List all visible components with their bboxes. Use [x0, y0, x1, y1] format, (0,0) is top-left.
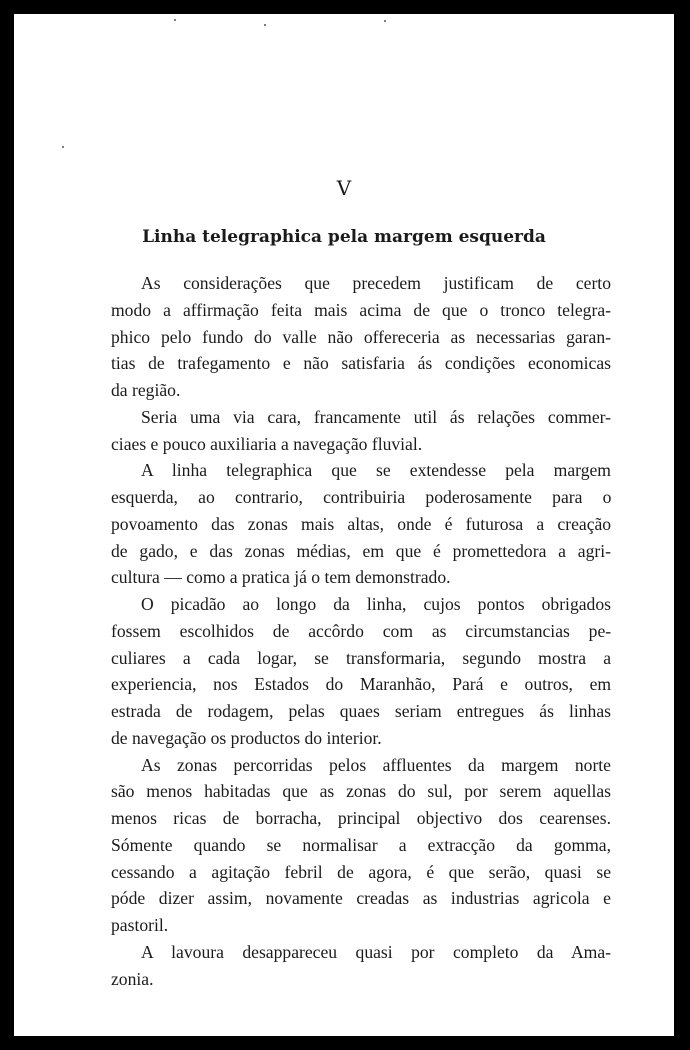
text-line: culiares a cada logar, se transformaria, segundo mostra a: [111, 647, 611, 668]
text-line: de gado, e das zonas médias, em que é promettedora a agri-: [111, 540, 611, 561]
text-line: Seria uma via cara, francamente util ás relações commer-: [141, 406, 611, 427]
text-line: fossem escolhidos de accôrdo com as circumstancias pe-: [111, 620, 612, 641]
paragraph: [111, 939, 611, 993]
print-speck: [264, 24, 266, 26]
print-speck: [62, 146, 64, 148]
text-line: Sómente quando se normalisar a extracção da gomma,: [111, 834, 612, 855]
text-line: A lavoura desappareceu quasi por completo da Ama-: [141, 941, 611, 962]
body-text: [111, 270, 611, 992]
text-line: As considerações que precedem justificam de certo: [141, 273, 611, 293]
print-speck: [174, 19, 176, 21]
text-line: zonia.: [111, 968, 154, 989]
text-line: pastoril.: [111, 915, 169, 935]
text-line: são menos habitadas que as zonas do sul, por serem aquellas: [111, 781, 611, 802]
text-line: experiencia, nos Estados do Maranhão, Pará e outros, em: [111, 674, 612, 695]
text-line: O picadão ao longo da linha, cujos pontos obrigados: [141, 594, 611, 614]
book-page: [14, 14, 674, 1036]
chapter-numeral: V: [336, 176, 352, 200]
text-line: ciaes e pouco auxiliaria a navegação fluvial.: [111, 433, 423, 454]
text-line: de navegação os productos do interior.: [111, 727, 382, 748]
text-line: phico pelo fundo do valle não offereceria as necessarias garan-: [111, 326, 611, 347]
text-line: póde dizer assim, novamente creadas as industrias agricola e: [111, 888, 611, 909]
section-title: Linha telegraphica pela margem esquerda: [142, 227, 546, 247]
text-line: modo a affirmação feita mais acima de que o tronco telegra-: [111, 299, 611, 320]
paragraph: [111, 457, 611, 591]
text-line: da região.: [111, 380, 181, 400]
paragraph: [111, 270, 611, 404]
text-line: esquerda, ao contrario, contribuiria poderosamente para o: [111, 487, 612, 507]
text-line: cultura — como a pratica já o tem demonstrado.: [111, 567, 451, 588]
print-speck: [384, 20, 386, 22]
text-line: As zonas percorridas pelos affluentes da margem norte: [141, 754, 611, 775]
text-line: A linha telegraphica que se extendesse pela margem: [141, 460, 611, 481]
paragraph: [111, 591, 611, 752]
text-line: estrada de rodagem, pelas quaes seriam entregues ás linhas: [111, 701, 611, 721]
text-line: cessando a agitação febril de agora, é que serão, quasi se: [111, 861, 611, 882]
text-line: tias de trafegamento e não satisfaria ás condições economicas: [111, 353, 611, 374]
text-line: menos ricas de borracha, principal objectivo dos cearenses.: [111, 808, 611, 828]
text-line: povoamento das zonas mais altas, onde é futurosa a creação: [111, 513, 612, 534]
paragraph: [111, 752, 611, 939]
paragraph: [111, 404, 611, 458]
